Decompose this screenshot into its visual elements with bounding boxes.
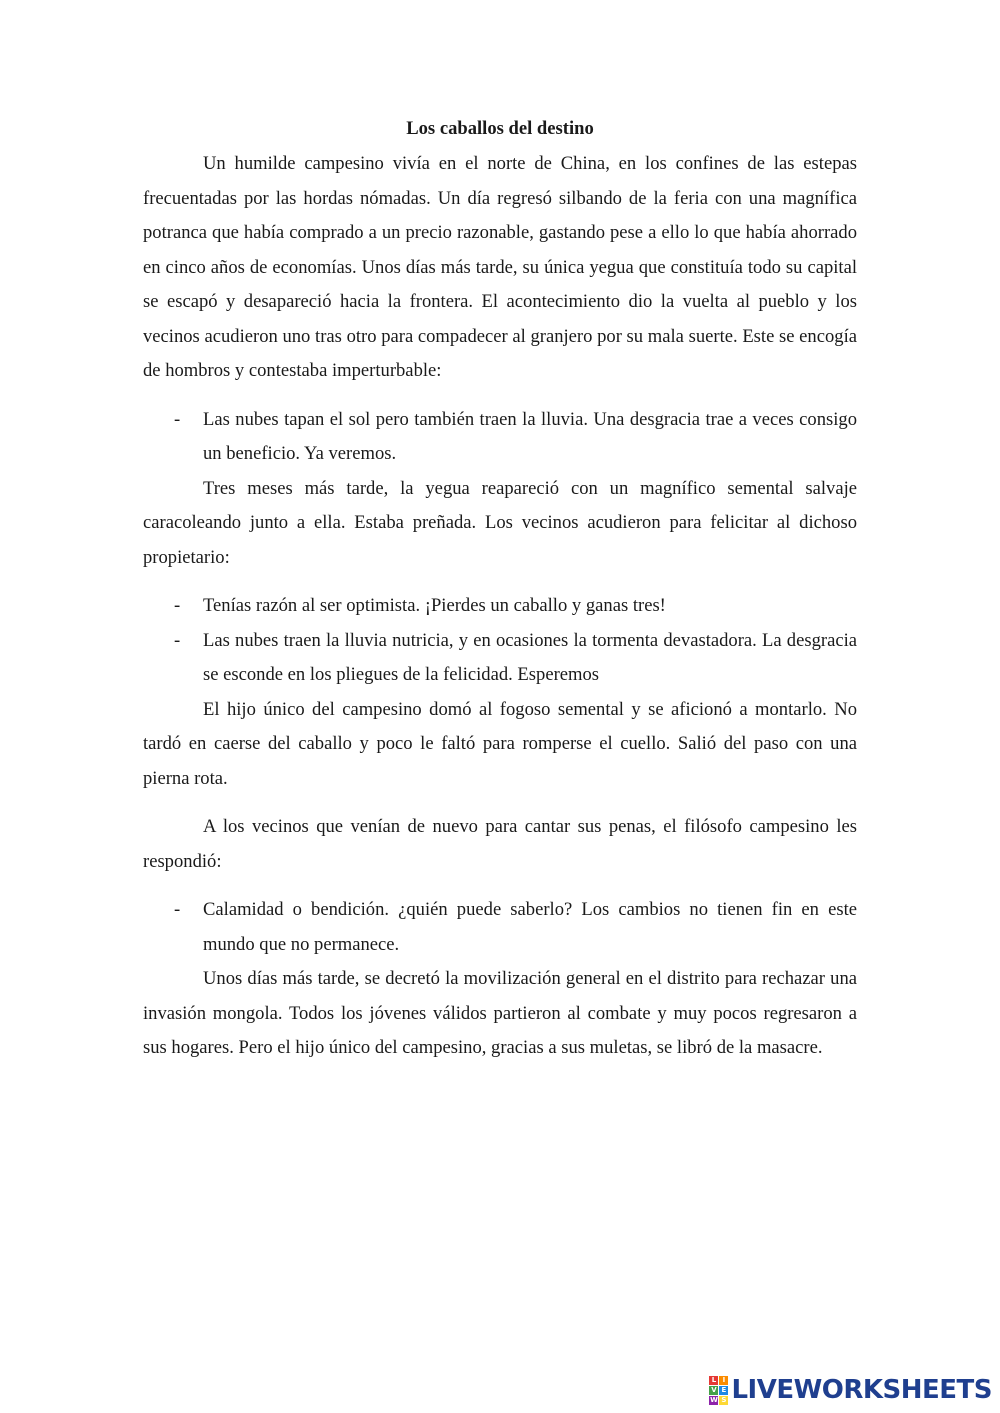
dialogue-text: Tenías razón al ser optimista. ¡Pierdes un caballo y ganas tres!	[203, 595, 666, 616]
dialogue-dash: -	[174, 629, 181, 651]
logo-letter-icon: E	[719, 1386, 728, 1395]
dialogue-text: Las nubes traen la lluvia nutricia, y en ocasiones la tormenta devastadora. La desgracia se esconde en los pliegues de la felicidad. Esperemos	[203, 629, 857, 685]
dialogue-line	[143, 403, 857, 472]
dialogue-text: Calamidad o bendición. ¿quién puede saberlo? Los cambios no tienen fin en este mundo que no permanece.	[203, 899, 857, 955]
dialogue-dash: -	[174, 899, 181, 920]
document-page	[143, 112, 857, 1066]
logo-mark-icon	[709, 1376, 728, 1405]
brand-name: LIVEWORKSHEETS	[731, 1375, 992, 1405]
liveworksheets-logo	[709, 1375, 992, 1405]
logo-letter-icon: W	[710, 1395, 718, 1404]
paragraph-intro: Un humilde campesino vivía en el norte de China, en los confines de las estepas frecuentadas por las hordas nómadas. Un día regresó silbando de la feria con una magnífica potranca que había comprado a un precio razonable, gastando pese a ello lo que había ahorrado en cinco años de economías. Unos días más tarde, su única yegua que constituía todo su capital se escapó y desapareció hacia la frontera. El acontecimiento dio la vuelta al pueblo y los vecinos acudieron uno tras otro para compadecer al granjero por su mala suerte. Este se encogía de hombros y contestaba imperturbable:	[143, 153, 857, 381]
logo-letter-icon: I	[719, 1376, 728, 1385]
paragraph-son: El hijo único del campesino domó al fogoso semental y se aficionó a montarlo. No tardó en caerse del caballo y poco le faltó para romperse el cuello. Salió del paso con una pierna rota.	[143, 698, 857, 789]
dialogue-line	[143, 624, 857, 693]
document-title: Los caballos del destino	[406, 118, 594, 139]
paragraph-return: Tres meses más tarde, la yegua reapareció con un magnífico semental salvaje caracoleando junto a ella. Estaba preñada. Los vecinos acudieron para felicitar al dichoso propietario:	[143, 477, 857, 568]
logo-letter-icon: S	[721, 1395, 727, 1404]
dialogue-dash: -	[174, 408, 181, 430]
logo-letter-icon: L	[709, 1376, 718, 1385]
paragraph-ending: Unos días más tarde, se decretó la movilización general en el distrito para rechazar una invasión mongola. Todos los jóvenes válidos partieron al combate y muy pocos regresaron a sus hogares. Pero el hijo único del campesino, gracias a sus muletas, se libró de la masacre.	[143, 968, 857, 1058]
logo-letter-icon: V	[711, 1385, 717, 1394]
dialogue-line	[143, 893, 857, 962]
dialogue-dash: -	[174, 595, 181, 616]
paragraph-neighbors: A los vecinos que venían de nuevo para cantar sus penas, el filósofo campesino les respondió:	[143, 816, 857, 872]
dialogue-line	[143, 589, 857, 624]
dialogue-text: Las nubes tapan el sol pero también traen la lluvia. Una desgracia trae a veces consigo un beneficio. Ya veremos.	[203, 408, 857, 464]
